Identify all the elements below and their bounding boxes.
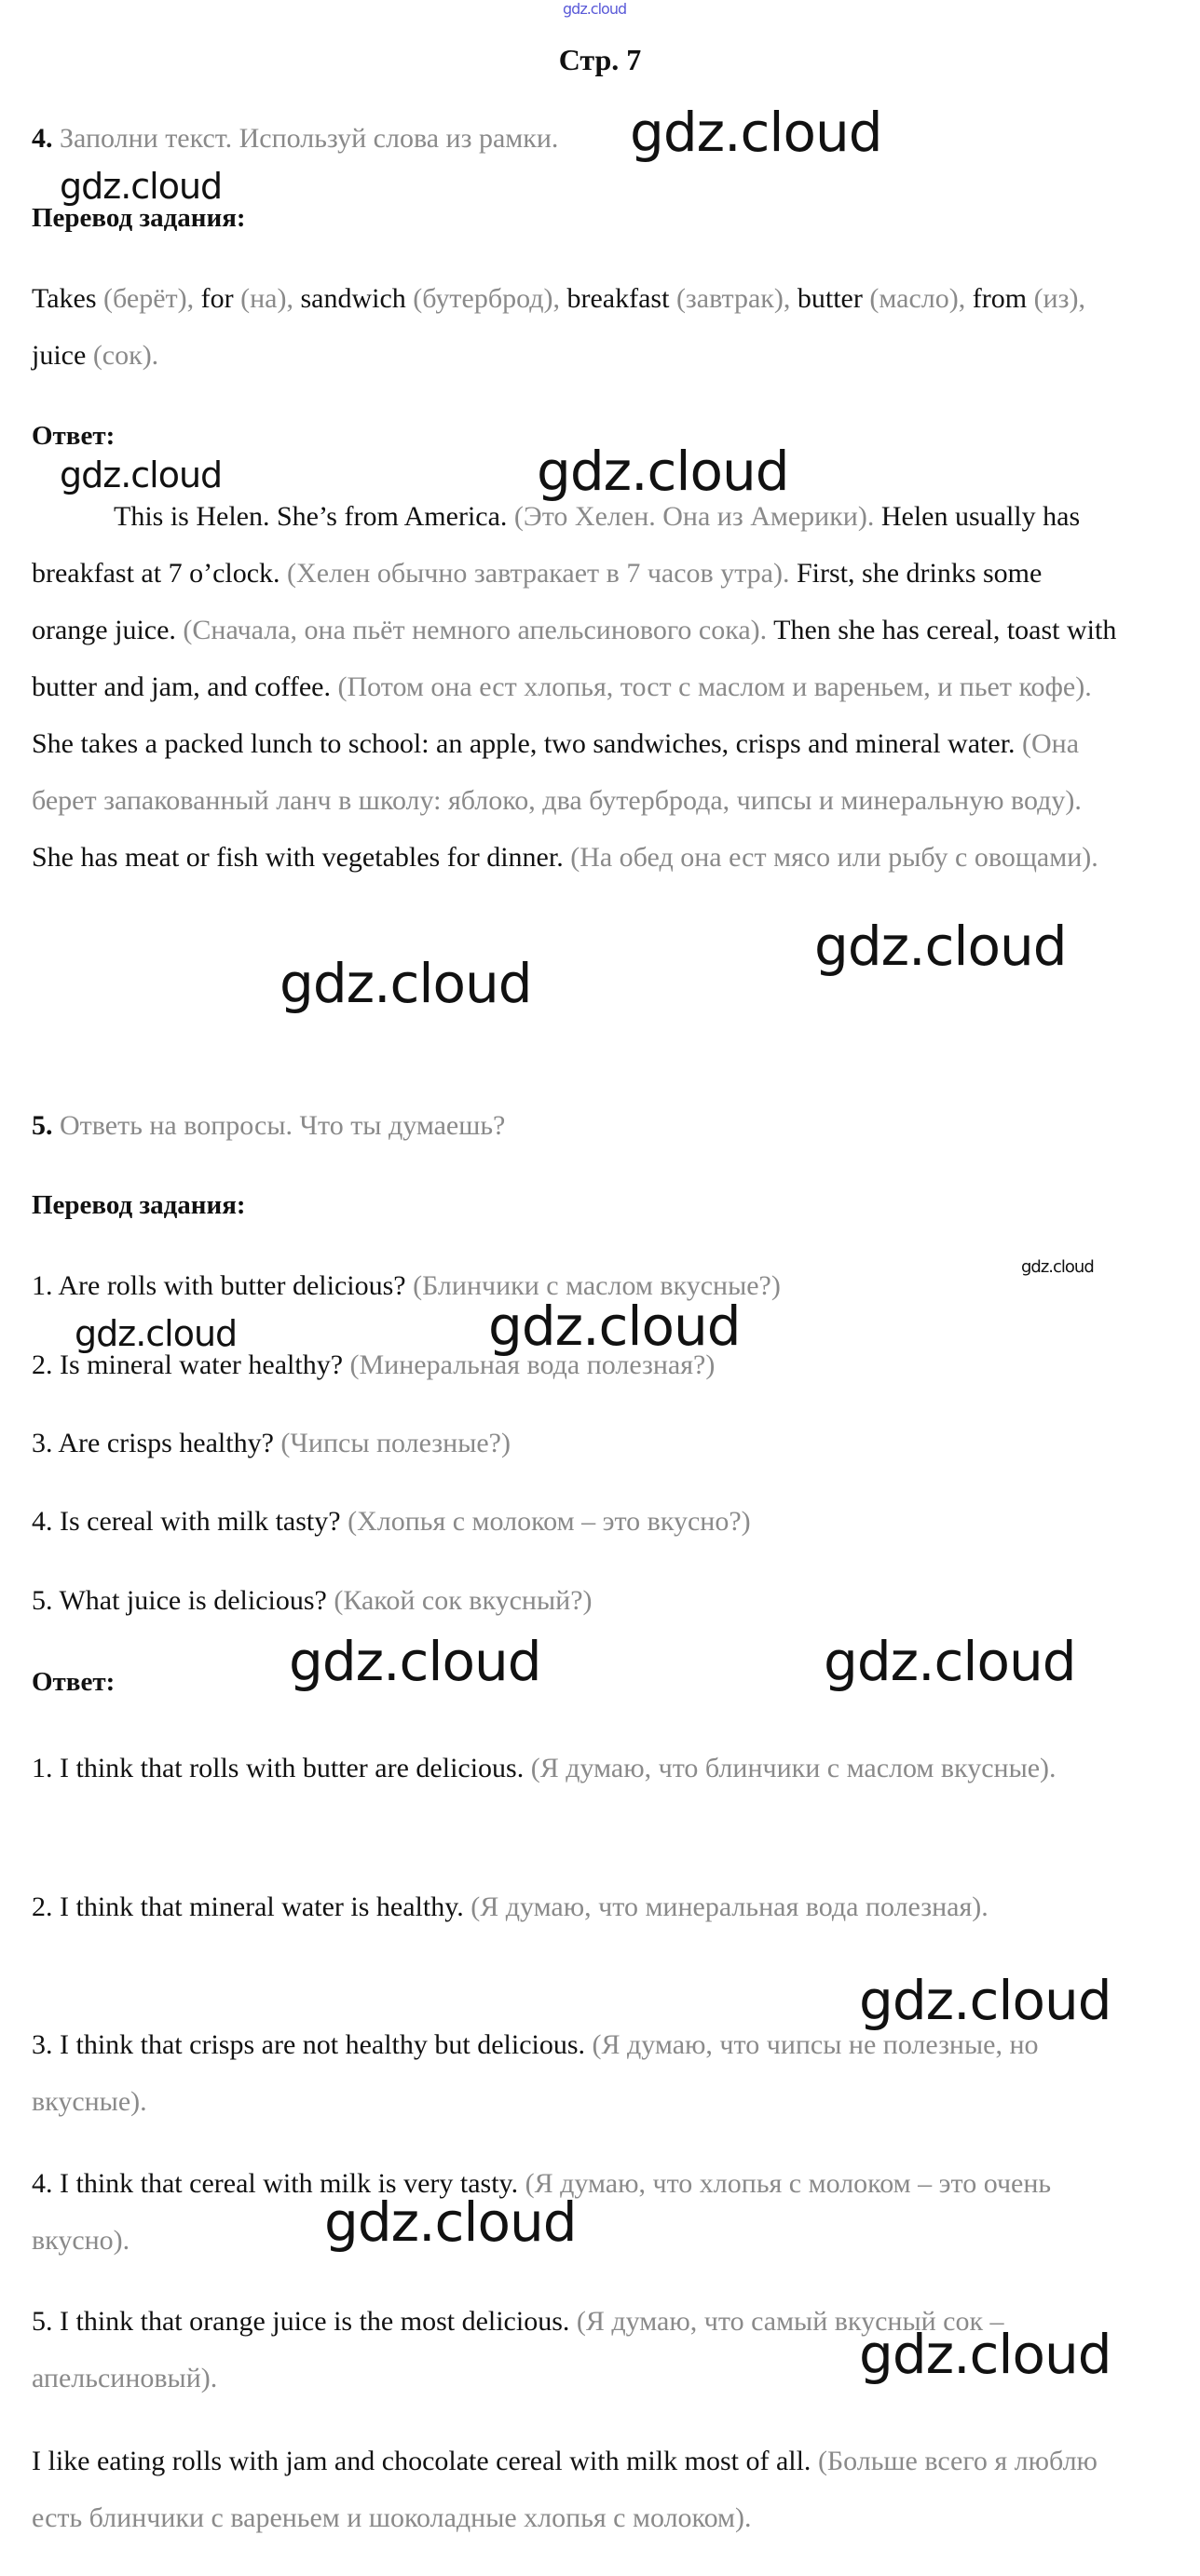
question-en: 3. Are crisps healthy? [32,1428,274,1458]
answer-ru: (Я думаю, что блинчики с маслом вкусные). [530,1753,1057,1783]
word-ru: (масло), [869,283,966,314]
task-4-word-list [32,270,1122,384]
question-en: 2. Is mineral water healthy? [32,1349,344,1380]
question-ru: (Минеральная вода полезная?) [349,1349,716,1380]
word-en: juice [32,340,87,371]
answer-item [32,2293,1122,2407]
question-ru: (Какой сок вкусный?) [334,1585,593,1616]
final-en: I like eating rolls with jam and chocolate cereal with milk most of all. [32,2446,811,2476]
word-en: butter [797,283,863,314]
answer-ru: (Я думаю, что хлопья с молоком – это очень вкусно). [32,2168,1052,2256]
question-en: 1. Are rolls with butter delicious? [32,1270,406,1301]
watermark: gdz.cloud [280,952,532,1015]
final-statement [32,2433,1122,2546]
answer-en: 4. I think that cereal with milk is very tasty. [32,2168,519,2199]
question-en: 4. Is cereal with milk tasty? [32,1506,341,1537]
word-en: for [200,283,234,314]
answer-sentence-en: This is Helen. She’s from America. [114,501,508,532]
answer-sentence-en: Then she has cereal, toast with butter and jam, and coffee. [32,615,1117,702]
task-5-instruction: Ответь на вопросы. Что ты думаешь? [60,1110,506,1141]
question-ru: (Чипсы полезные?) [280,1428,511,1458]
answer-sentence-ru: (Хелен обычно завтракает в 7 часов утра). [287,558,790,589]
question-line [32,1506,751,1538]
task-4-answer-text [32,488,1122,886]
final-ru: (Больше всего я люблю есть блинчики с вареньем и шоколадные хлопья с молоком). [32,2446,1098,2533]
answer-en: 1. I think that rolls with butter are delicious. [32,1753,525,1783]
answer-sentence-en: She takes a packed lunch to school: an apple, two sandwiches, crisps and mineral water. [32,728,1016,759]
answer-sentence-ru: (На обед она ест мясо или рыбу с овощами). [570,842,1098,873]
answer-ru: (Я думаю, что самый вкусный сок – апельсиновый). [32,2306,1004,2393]
word-ru: (из), [1033,283,1085,314]
watermark: gdz.cloud [563,0,627,18]
answer-sentence-ru: (Она берет запакованный ланч в школу: яблоко, два бутерброда, чипсы и минеральную воду). [32,728,1082,816]
word-en: sandwich [300,283,406,314]
answer-ru: (Я думаю, что чипсы не полезные, но вкусные). [32,2029,1039,2117]
answer-item [32,1878,1122,1935]
watermark: gdz.cloud [859,1969,1111,2032]
answer-en: 3. I think that crisps are not healthy but delicious. [32,2029,586,2060]
answer-item [32,1740,1122,1796]
answer-en: 5. I think that orange juice is the most delicious. [32,2306,570,2337]
task-4-number: 4. [32,123,53,154]
watermark: gdz.cloud [60,454,223,495]
question-ru: (Хлопья с молоком – это вкусно?) [348,1506,751,1537]
question-line [32,1349,715,1381]
watermark: gdz.cloud [814,915,1067,978]
task-5-heading [32,1110,505,1142]
watermark: gdz.cloud [859,2323,1111,2386]
question-line [32,1428,511,1459]
word-en: from [972,283,1028,314]
watermark: gdz.cloud [75,1313,238,1354]
watermark: gdz.cloud [289,1630,541,1693]
answer-ru: (Я думаю, что минеральная вода полезная). [470,1891,989,1922]
word-ru: (завтрак), [675,283,791,314]
word-ru: (сок). [92,340,159,371]
task-5-translation-label: Перевод задания: [32,1190,246,1220]
watermark: gdz.cloud [630,101,882,164]
answer-sentence-en: She has meat or fish with vegetables for dinner. [32,842,564,873]
word-ru: (берёт), [103,283,195,314]
watermark: gdz.cloud [60,166,223,207]
task-4-translation-label: Перевод задания: [32,203,246,233]
task-4-instruction: Заполни текст. Используй слова из рамки. [60,123,559,154]
watermark: gdz.cloud [324,2190,577,2254]
task-5-answer-label: Ответ: [32,1667,116,1697]
watermark: gdz.cloud [537,440,789,503]
task-4-heading [32,123,558,155]
question-en: 5. What juice is delicious? [32,1585,327,1616]
answer-sentence-en: Helen usually has breakfast at 7 o’clock. [32,501,1081,589]
answer-sentence-ru: (Сначала, она пьёт немного апельсинового сока). [183,615,768,645]
answer-en: 2. I think that mineral water is healthy. [32,1891,464,1922]
answer-item [32,2016,1122,2130]
page-title: Стр. 7 [558,43,642,76]
answer-sentence-ru: (Потом она ест хлопья, тост с маслом и вареньем, и пьет кофе). [337,671,1092,702]
word-ru: (на), [240,283,293,314]
watermark: gdz.cloud [488,1295,741,1358]
task-4-answer-label: Ответ: [32,421,116,451]
task-5-number: 5. [32,1110,53,1141]
question-line [32,1585,593,1617]
watermark: gdz.cloud [824,1630,1076,1693]
question-ru: (Блинчики с маслом вкусные?) [413,1270,781,1301]
word-en: Takes [32,283,97,314]
word-en: breakfast [566,283,670,314]
answer-sentence-ru: (Это Хелен. Она из Америки). [513,501,875,532]
answer-sentence-en: First, she drinks some orange juice. [32,558,1043,645]
question-line [32,1270,781,1302]
answer-item [32,2155,1122,2269]
word-ru: (бутерброд), [413,283,560,314]
watermark: gdz.cloud [1021,1257,1094,1277]
